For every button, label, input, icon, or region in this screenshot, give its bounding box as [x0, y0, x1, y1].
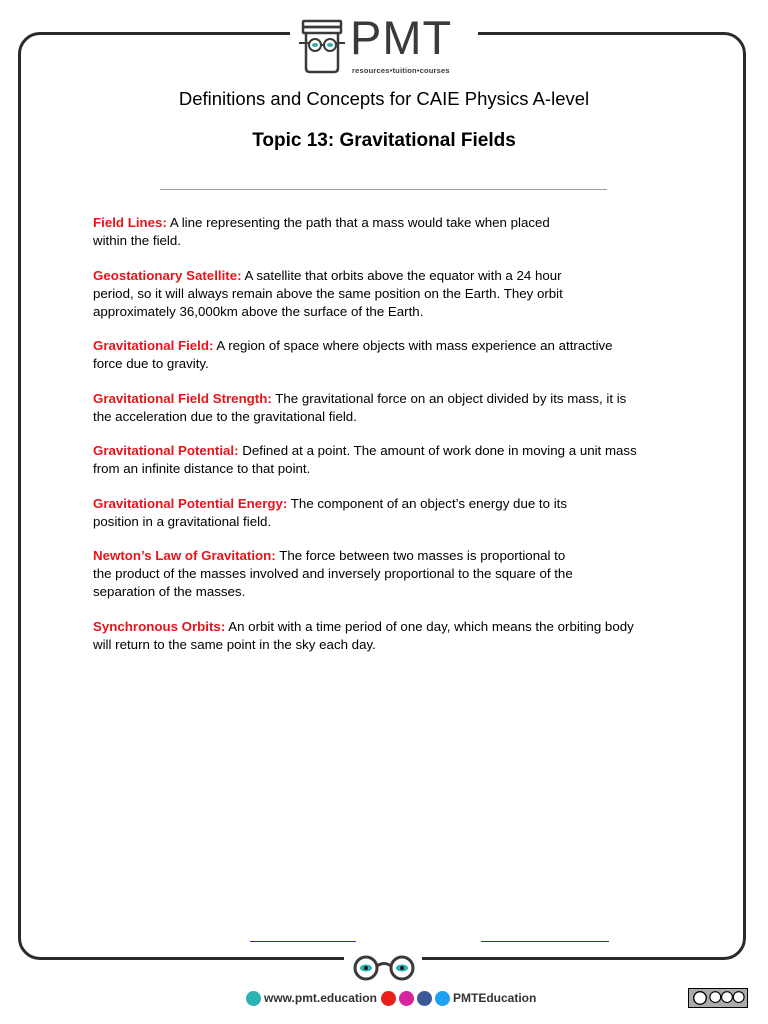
twitter-icon[interactable]: [435, 991, 450, 1006]
definition-item: [93, 618, 683, 654]
definition-text: An orbit with a time period of one day, which means the orbiting body: [228, 618, 634, 634]
definition-item: [93, 390, 683, 426]
definition-term: Gravitational Potential:: [93, 443, 239, 458]
definition-text: The gravitational force on an object divided by its mass, it is: [275, 390, 627, 406]
brand-name: PMT: [350, 11, 453, 64]
topic-title: Topic 13: Gravitational Fields: [252, 130, 516, 151]
definition-text-line3: approximately 36,000km above the surface of the Earth.: [93, 303, 424, 319]
definition-term: Gravitational Potential Energy:: [93, 495, 288, 511]
definition-text-line2: force due to gravity.: [93, 356, 209, 371]
cc-by-nc-nd-icon: [688, 988, 748, 1008]
definition-term: Gravitational Field Strength:: [93, 390, 272, 406]
definition-text-line3: separation of the masses.: [93, 584, 246, 599]
definition-text: A satellite that orbits above the equator with a 24 hour: [244, 267, 562, 283]
definition-text-line2: the acceleration due to the gravitational field.: [93, 408, 357, 424]
divider: [160, 189, 607, 190]
footer-website[interactable]: [246, 989, 377, 1007]
definitions-list: [93, 214, 683, 670]
definition-text: The force between two masses is proportional to: [279, 548, 566, 563]
definition-item: [93, 214, 683, 250]
brand-tagline: resources•tuition•courses: [352, 66, 450, 75]
definition-term: Newton’s Law of Gravitation:: [93, 548, 276, 563]
definition-term: Gravitational Field:: [93, 338, 214, 353]
definition-text-line2: the product of the masses involved and inversely proportional to the square of the: [93, 566, 573, 581]
definition-term: Synchronous Orbits:: [93, 618, 226, 634]
document-title: Definitions and Concepts for CAIE Physics A-level: [178, 88, 590, 109]
facebook-icon[interactable]: [417, 991, 432, 1006]
footer-link-left[interactable]: [250, 941, 356, 942]
definition-text: A line representing the path that a mass would take when placed: [169, 215, 550, 230]
definition-text: A region of space where objects with mass experience an attractive: [216, 338, 613, 353]
footer-link-right[interactable]: [481, 941, 609, 942]
glasses-icon: [349, 952, 419, 982]
definition-item: [93, 337, 683, 373]
footer-social[interactable]: [381, 989, 536, 1007]
instagram-icon[interactable]: [399, 991, 414, 1006]
social-handle: PMTEducation: [453, 991, 537, 1005]
definition-item: [93, 442, 683, 478]
definition-text-line2: within the field.: [93, 233, 181, 248]
definition-text: The component of an object’s energy due to its: [290, 495, 568, 511]
definition-item: [93, 267, 683, 321]
definition-text-line2: will return to the same point in the sky each day.: [93, 636, 376, 652]
definition-text: Defined at a point. The amount of work done in moving a unit mass: [242, 443, 637, 458]
definition-text-line2: from an infinite distance to that point.: [93, 461, 311, 476]
website-text: www.pmt.education: [264, 991, 377, 1005]
cursor-icon: [246, 991, 261, 1006]
definition-term: Field Lines:: [93, 215, 167, 230]
definition-item: [93, 495, 683, 531]
youtube-icon[interactable]: [381, 991, 396, 1006]
definition-text-line2: position in a gravitational field.: [93, 513, 272, 529]
definition-item: [93, 547, 683, 601]
definition-text-line2: period, so it will always remain above the same position on the Earth. They orbit: [93, 285, 563, 301]
definition-term: Geostationary Satellite:: [93, 267, 242, 283]
